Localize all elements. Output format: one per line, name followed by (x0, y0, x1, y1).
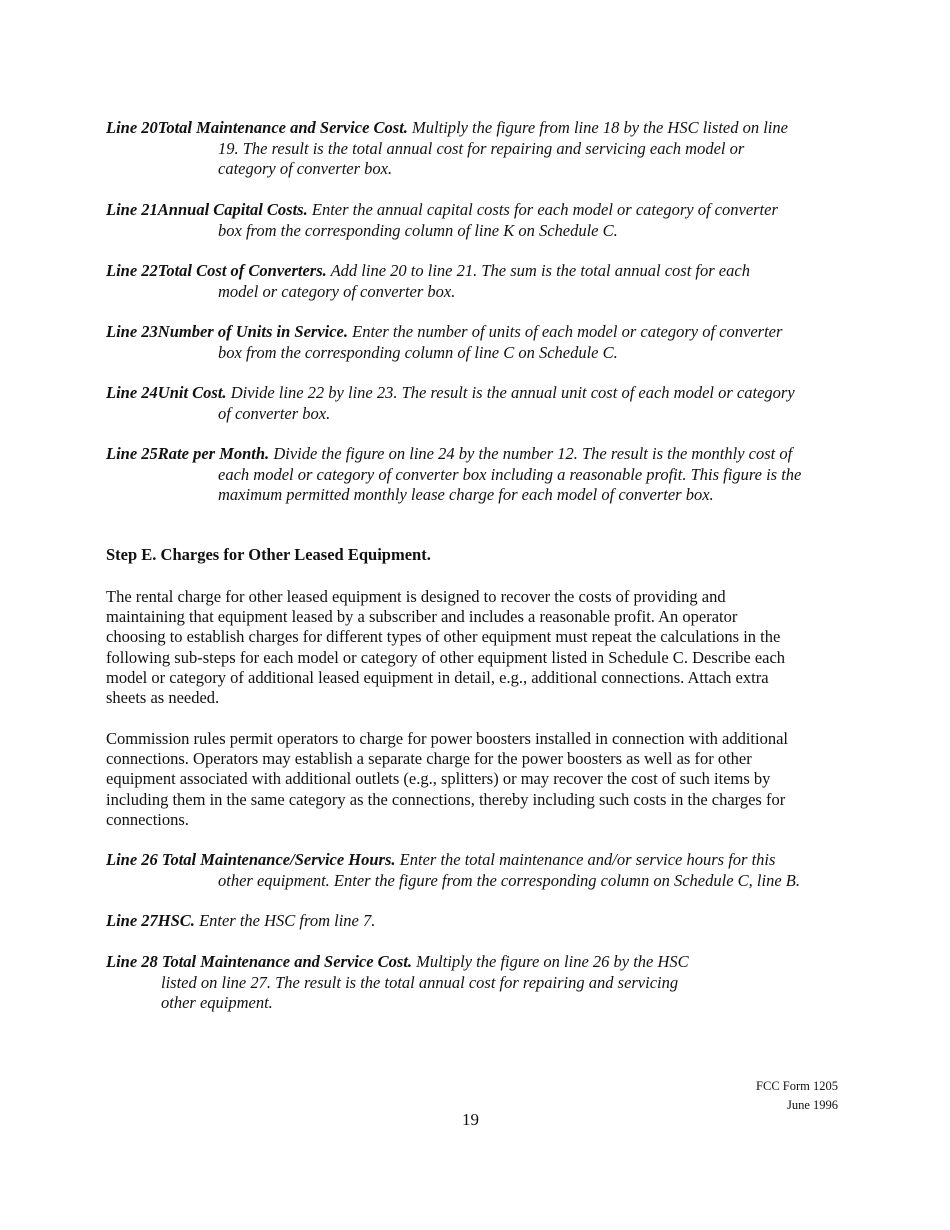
para2-line-1: Commission rules permit operators to charge for power boosters installed in connection with additional (106, 729, 789, 748)
line-24-cont-1: of converter box. (218, 403, 331, 423)
para1-line-3: choosing to establish charges for different types of other equipment must repeat the calculations in the (106, 627, 781, 647)
step-e-heading: Step E. Charges for Other Leased Equipment. (106, 545, 431, 564)
line-22-cont-1: model or category of converter box. (218, 281, 456, 301)
line-23-cont-1: box from the corresponding column of line C on Schedule C. (218, 342, 618, 362)
line-23-heading: Line 23Number of Units in Service. (106, 322, 348, 341)
para1-line-6: sheets as needed. (106, 688, 220, 708)
line-25-heading: Line 25Rate per Month. (106, 444, 270, 463)
line-20-heading: Line 20Total Maintenance and Service Cost. (106, 118, 408, 137)
line-21-cont-1: box from the corresponding column of line K on Schedule C. (218, 220, 618, 240)
line-22-heading: Line 22Total Cost of Converters. (106, 261, 327, 280)
step-e-paragraph-1 (106, 587, 836, 708)
line-26-heading: Line 26 Total Maintenance/Service Hours. (106, 850, 396, 869)
line-23-entry (106, 322, 846, 363)
line-27-entry (106, 911, 846, 932)
line-20-text: Multiply the figure from line 18 by the HSC listed on line (407, 118, 788, 137)
line-20-cont-2: category of converter box. (218, 159, 393, 178)
page-number: 19 (462, 1110, 479, 1129)
line-27-heading: Line 27HSC. (106, 911, 195, 930)
line-21-heading: Line 21Annual Capital Costs. (106, 200, 308, 219)
para1-line-4: following sub-steps for each model or category of other equipment listed in Schedule C. Describe each (106, 647, 786, 667)
line-28-cont-2: other equipment. (161, 993, 273, 1012)
line-26-entry (106, 850, 846, 891)
line-26-text: Enter the total maintenance and/or service hours for this (395, 850, 776, 869)
line-26-cont-1: other equipment. Enter the figure from the corresponding column on Schedule C, line B. (218, 870, 800, 890)
line-20-entry (106, 118, 846, 180)
para2-line-3: equipment associated with additional outlets (e.g., splitters) or may recover the cost of such items by (106, 769, 771, 789)
line-24-heading: Line 24Unit Cost. (106, 383, 227, 402)
line-25-cont-2: maximum permitted monthly lease charge for each model of converter box. (218, 485, 714, 504)
line-23-text: Enter the number of units of each model or category of converter (348, 322, 783, 341)
line-22-text: Add line 20 to line 21. The sum is the total annual cost for each (326, 261, 750, 280)
para1-line-5: model or category of additional leased equipment in detail, e.g., additional connections. Attach extra (106, 667, 769, 687)
line-20-cont-1: 19. The result is the total annual cost for repairing and servicing each model or (218, 138, 745, 158)
line-28-cont-1: listed on line 27. The result is the total annual cost for repairing and servicing (161, 972, 679, 992)
form-date: June 1996 (786, 1098, 838, 1112)
para2-line-4: including them in the same category as the connections, thereby including such costs in the charges for (106, 789, 786, 809)
line-24-entry (106, 383, 846, 424)
para2-line-2: connections. Operators may establish a separate charge for the power boosters as well as for other (106, 749, 752, 769)
line-24-text: Divide line 22 by line 23. The result is the annual unit cost of each model or category (226, 383, 795, 402)
step-e-paragraph-2 (106, 729, 836, 830)
form-footer (756, 1077, 838, 1115)
line-21-text: Enter the annual capital costs for each model or category of converter (307, 200, 778, 219)
para2-line-5: connections. (106, 809, 189, 829)
line-28-text: Multiply the figure on line 26 by the HSC (412, 952, 689, 971)
line-22-entry (106, 261, 846, 302)
line-25-entry (106, 444, 846, 506)
line-28-heading: Line 28 Total Maintenance and Service Cost. (106, 952, 413, 971)
para1-line-1: The rental charge for other leased equipment is designed to recover the costs of providing and (106, 587, 726, 606)
line-27-text: Enter the HSC from line 7. (194, 911, 376, 930)
line-25-cont-1: each model or category of converter box including a reasonable profit. This figure is the (218, 464, 802, 484)
line-25-text: Divide the figure on line 24 by the number 12. The result is the monthly cost of (269, 444, 793, 463)
line-21-entry (106, 200, 846, 241)
para1-line-2: maintaining that equipment leased by a subscriber and includes a reasonable profit. An operator (106, 607, 738, 627)
form-name: FCC Form 1205 (756, 1079, 838, 1093)
line-28-entry (106, 952, 746, 1014)
